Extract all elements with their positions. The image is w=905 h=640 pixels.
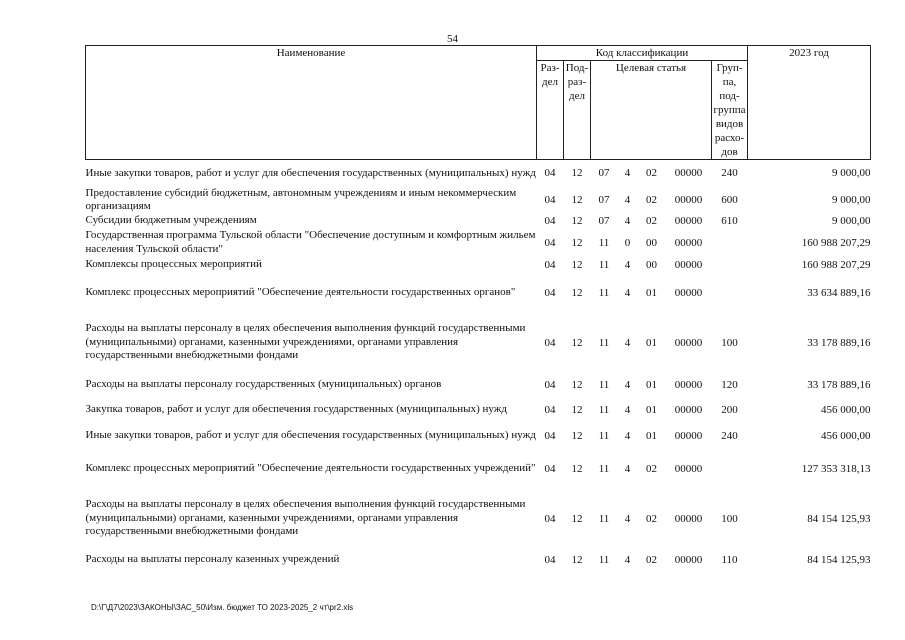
row-razdel: 04 <box>544 336 556 349</box>
row-target-direction: 00000 <box>674 379 703 391</box>
table-row <box>86 489 871 549</box>
row-name: Комплексы процессных мероприятий <box>85 257 262 270</box>
table-row <box>86 160 871 187</box>
row-target-subprogram: 02 <box>646 167 657 180</box>
row-expense-group <box>712 449 748 489</box>
row-target-direction: 00000 <box>674 236 703 249</box>
row-target-type: 4 <box>624 215 631 227</box>
row-target-program: 11 <box>598 554 610 566</box>
row-podrazdel: 12 <box>571 404 583 416</box>
row-razdel: 04 <box>544 462 556 475</box>
row-podrazdel: 12 <box>571 512 583 525</box>
row-razdel: 04 <box>544 429 556 442</box>
table-row <box>86 187 871 214</box>
row-name: Расходы на выплаты персоналу государственных (муниципальных) органов <box>85 378 442 391</box>
row-expense-group: 240 <box>721 429 738 442</box>
row-podrazdel: 12 <box>571 215 583 227</box>
header-name: Наименование <box>86 46 537 160</box>
table-row <box>86 313 871 373</box>
row-name: Расходы на выплаты персоналу в целях обеспечения выполнения функций государственными (муниципальными) органами, казенными учреждениями, органами управления государственными внебюджетными фондами <box>85 322 526 362</box>
row-target-program: 11 <box>598 336 610 349</box>
row-target-program: 11 <box>598 379 610 391</box>
row-target-direction: 00000 <box>674 554 703 566</box>
page-number: 54 <box>447 33 458 45</box>
row-target-program: 11 <box>598 462 610 475</box>
row-target-type: 4 <box>624 258 631 271</box>
row-target-program: 07 <box>598 215 610 227</box>
row-target-subprogram: 02 <box>646 462 657 475</box>
row-amount: 160 988 207,29 <box>801 258 871 271</box>
row-target-subprogram: 01 <box>646 379 657 391</box>
row-razdel: 04 <box>544 286 556 299</box>
row-razdel: 04 <box>544 167 556 180</box>
row-target-type: 4 <box>624 286 631 299</box>
row-target-subprogram: 02 <box>646 554 657 566</box>
row-amount: 160 988 207,29 <box>801 236 871 249</box>
row-target-program: 11 <box>598 404 610 416</box>
table-header <box>86 46 871 160</box>
row-amount: 9 000,00 <box>832 215 871 227</box>
row-podrazdel: 12 <box>571 554 583 566</box>
row-name: Расходы на выплаты персоналу казенных учреждений <box>85 553 340 566</box>
header-podrazdel: Под-раз-дел <box>564 61 591 160</box>
row-amount: 9 000,00 <box>832 194 871 206</box>
row-target-program: 11 <box>598 512 610 525</box>
budget-table <box>85 45 871 572</box>
row-razdel: 04 <box>544 379 556 391</box>
row-target-type: 4 <box>624 512 631 525</box>
row-target-type: 4 <box>624 167 631 180</box>
row-target-direction: 00000 <box>674 512 703 525</box>
row-target-type: 4 <box>624 554 631 566</box>
row-name: Расходы на выплаты персоналу в целях обеспечения выполнения функций государственными (муниципальными) органами, казенными учреждениями, органами управления государственными внебюджетными фондами <box>85 498 526 538</box>
row-podrazdel: 12 <box>571 379 583 391</box>
row-target-type: 4 <box>624 194 631 206</box>
row-name: Комплекс процессных мероприятий "Обеспечение деятельности государственных органов" <box>85 285 516 298</box>
row-target-direction: 00000 <box>674 194 703 206</box>
row-expense-group: 100 <box>721 512 738 525</box>
row-razdel: 04 <box>544 512 556 525</box>
row-target-subprogram: 00 <box>646 236 657 249</box>
row-razdel: 04 <box>544 236 556 249</box>
row-podrazdel: 12 <box>571 194 583 206</box>
row-target-direction: 00000 <box>674 404 703 416</box>
row-podrazdel: 12 <box>571 429 583 442</box>
header-gruppa: Груп-па, под-группа видов расхо-дов <box>713 62 746 158</box>
row-target-subprogram: 01 <box>646 404 657 416</box>
header-razdel: Раз-дел <box>537 61 564 160</box>
row-target-direction: 00000 <box>674 336 703 349</box>
row-amount: 456 000,00 <box>821 404 871 416</box>
row-target-type: 4 <box>624 462 631 475</box>
row-razdel: 04 <box>544 554 556 566</box>
header-code: Код классификации <box>537 46 748 61</box>
row-expense-group: 200 <box>721 404 738 416</box>
row-razdel: 04 <box>544 258 556 271</box>
row-target-subprogram: 01 <box>646 336 657 349</box>
table-body <box>86 160 871 572</box>
row-target-type: 4 <box>624 379 631 391</box>
row-target-program: 11 <box>598 258 610 271</box>
table-row <box>86 423 871 449</box>
row-target-type: 4 <box>624 336 631 349</box>
row-amount: 84 154 125,93 <box>807 554 871 566</box>
row-target-program: 11 <box>598 236 610 249</box>
row-razdel: 04 <box>544 404 556 416</box>
table-row <box>86 214 871 229</box>
footer-file-path: D:\Г\Д7\2023\ЗАКОНЫ\ЗАС_50\Изм. бюджет ТО 2023-2025_2 чт\pr2.xls <box>91 603 354 612</box>
row-name: Закупка товаров, работ и услуг для обеспечения государственных (муниципальных) нужд <box>85 403 507 416</box>
row-razdel: 04 <box>544 215 556 227</box>
table-row <box>86 273 871 313</box>
row-expense-group: 100 <box>721 336 738 349</box>
row-amount: 127 353 318,13 <box>801 462 871 475</box>
row-target-subprogram: 01 <box>646 429 657 442</box>
row-expense-group: 600 <box>721 194 738 206</box>
row-amount: 33 178 889,16 <box>807 336 871 349</box>
row-target-direction: 00000 <box>674 258 703 271</box>
row-target-type: 4 <box>624 429 631 442</box>
row-target-subprogram: 02 <box>646 512 657 525</box>
row-name: Государственная программа Тульской области "Обеспечение доступным и комфортным жильем населения Тульской области" <box>85 229 536 255</box>
row-expense-group <box>712 229 748 257</box>
row-target-type: 4 <box>624 404 631 416</box>
row-expense-group <box>712 257 748 273</box>
row-expense-group: 120 <box>721 379 738 391</box>
table-row <box>86 229 871 257</box>
row-expense-group: 610 <box>721 215 738 227</box>
table-row <box>86 549 871 572</box>
row-target-subprogram: 02 <box>646 194 657 206</box>
row-podrazdel: 12 <box>571 336 583 349</box>
row-target-subprogram: 02 <box>646 215 657 227</box>
row-expense-group: 240 <box>721 167 738 180</box>
row-target-program: 07 <box>598 194 610 206</box>
header-year: 2023 год <box>748 46 871 160</box>
row-amount: 33 178 889,16 <box>807 379 871 391</box>
row-podrazdel: 12 <box>571 286 583 299</box>
row-target-direction: 00000 <box>674 429 703 442</box>
row-amount: 456 000,00 <box>821 429 871 442</box>
row-podrazdel: 12 <box>571 258 583 271</box>
row-expense-group <box>712 273 748 313</box>
row-target-subprogram: 00 <box>646 258 657 271</box>
header-celevaya: Целевая статья <box>591 61 712 160</box>
row-podrazdel: 12 <box>571 236 583 249</box>
row-target-direction: 00000 <box>674 167 703 180</box>
table-row <box>86 449 871 489</box>
table-row <box>86 398 871 423</box>
row-target-direction: 00000 <box>674 215 703 227</box>
row-target-type: 0 <box>624 236 631 249</box>
row-target-subprogram: 01 <box>646 286 657 299</box>
table-row <box>86 373 871 398</box>
row-target-direction: 00000 <box>674 286 703 299</box>
row-target-program: 11 <box>598 429 610 442</box>
row-target-direction: 00000 <box>674 462 703 475</box>
row-amount: 84 154 125,93 <box>807 512 871 525</box>
row-target-program: 11 <box>598 286 610 299</box>
row-target-program: 07 <box>598 167 610 180</box>
row-name: Иные закупки товаров, работ и услуг для обеспечения государственных (муниципальных) нужд <box>85 166 536 179</box>
row-podrazdel: 12 <box>571 167 583 180</box>
row-name: Иные закупки товаров, работ и услуг для обеспечения государственных (муниципальных) нужд <box>85 428 536 441</box>
row-expense-group: 110 <box>721 554 738 566</box>
table-row <box>86 257 871 273</box>
row-amount: 9 000,00 <box>832 167 871 180</box>
row-razdel: 04 <box>544 194 556 206</box>
row-amount: 33 634 889,16 <box>807 286 871 299</box>
row-podrazdel: 12 <box>571 462 583 475</box>
row-name: Субсидии бюджетным учреждениям <box>85 214 257 227</box>
row-name: Комплекс процессных мероприятий "Обеспечение деятельности государственных учреждений" <box>85 461 536 474</box>
row-name: Предоставление субсидий бюджетным, автономным учреждениям и иным некоммерческим организациям <box>85 186 517 212</box>
